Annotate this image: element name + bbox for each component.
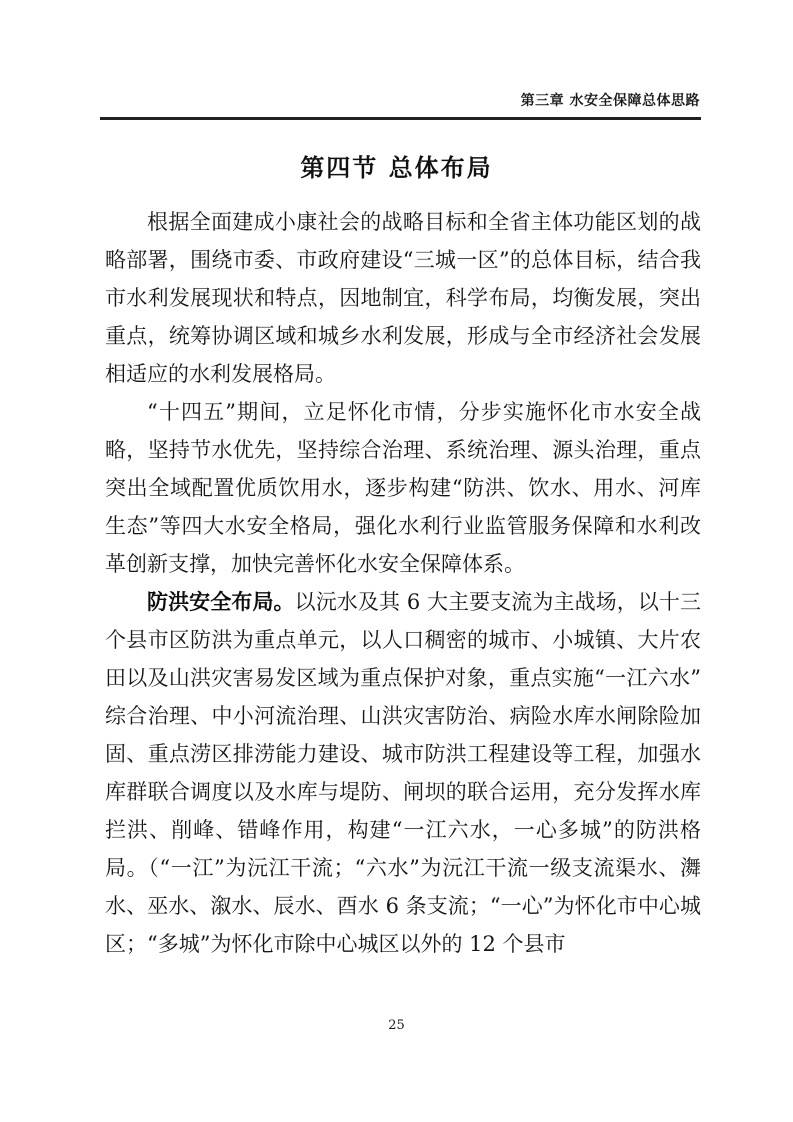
page-number: 25 [388, 1018, 405, 1033]
paragraph-lead-flood-control: 防洪安全布局。 [147, 590, 295, 614]
paragraph-flood-control-text: 以沅水及其 6 大主要支流为主战场，以十三个县市区防洪为重点单元，以人口稠密的城市、小城镇、大片农田以及山洪灾害易发区域为重点保护对象，重点实施“一江六水”综合治理、中小河流治理、山洪灾害防治、病险水库水闸除险加固、重点涝区排涝能力建设、城市防洪工程建设等工程，加强水库群联合调度以及水库与堤防、闸坝的联合运用，充分发挥水库拦洪、削峰、错峰作用，构建“一江六水，一心多城”的防洪格局。（“一江”为沅江干流；“六水”为沅江干流一级支流渠水、㵲水、巫水、溆水、辰水、酉水 6 条支流；“一心”为怀化市中心城区；“多城”为怀化市除中心城区以外的 12 个县市 [105, 590, 702, 956]
header-divider-rule [100, 117, 701, 120]
section-title: 第四节 总体布局 [300, 153, 493, 182]
document-body [105, 203, 701, 963]
paragraph-14th-five-year-plan: “十四五”期间，立足怀化市情，分步实施怀化市水安全战略，坚持节水优先，坚持综合治理、系统治理、源头治理，重点突出全域配置优质饮用水，逐步构建“防洪、饮水、用水、河库生态”等四大水安全格局，强化水利行业监管服务保障和水利改革创新支撑，加快完善怀化水安全保障体系。 [105, 400, 701, 576]
paragraph-flood-control-layout [105, 583, 701, 963]
running-header-chapter: 第三章 水安全保障总体思路 [520, 93, 700, 109]
paragraph-strategy-overview: 根据全面建成小康社会的战略目标和全省主体功能区划的战略部署，围绕市委、市政府建设“三城一区”的总体目标，结合我市水利发展现状和特点，因地制宜，科学布局，均衡发展，突出重点，统筹协调区域和城乡水利发展，形成与全市经济社会发展相适应的水利发展格局。 [105, 210, 701, 386]
